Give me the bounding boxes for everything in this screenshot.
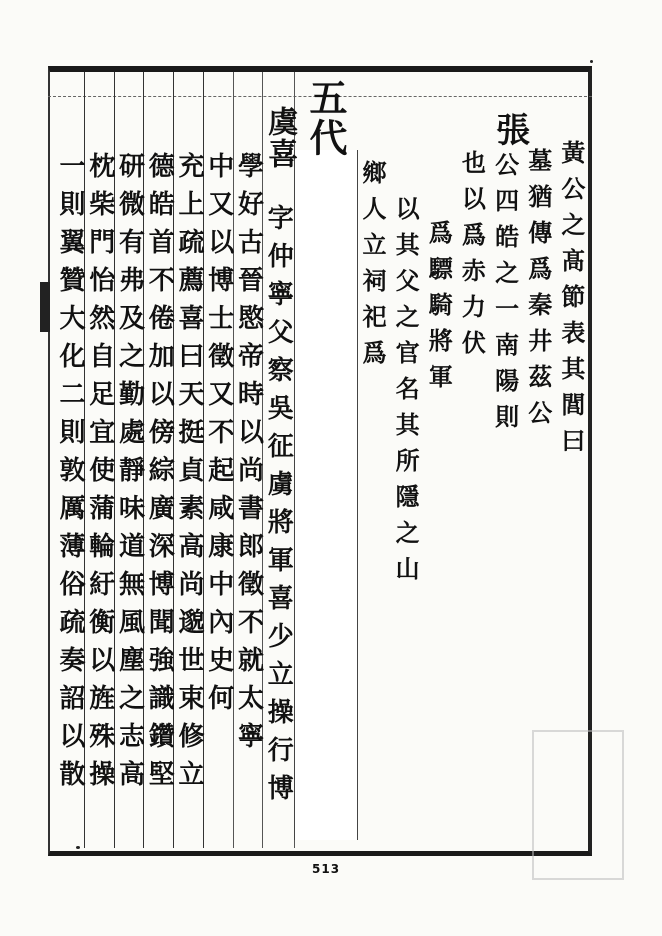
text-column-1: 黃公之髙節表其閭曰	[556, 140, 586, 464]
margin-mark	[40, 282, 50, 332]
scan-speck	[76, 846, 80, 849]
text-column-8: 鄉人立祠祀爲	[358, 160, 387, 376]
library-seal	[532, 730, 624, 880]
text-column-2: 墓猶傳爲秦井茲公	[523, 148, 553, 436]
scan-speck	[590, 60, 593, 63]
text-column-17: 一則翼贊大化二則敦厲薄俗疏奏詔以散	[55, 152, 85, 798]
text-column-3: 公四皓之一南陽則	[490, 152, 520, 440]
text-column-6: 爲驃騎將軍	[424, 220, 454, 400]
text-column-14: 德皓首不倦加以傍綜廣深博聞強識鑽堅	[144, 152, 175, 798]
text-column-11: 學好古晉愍帝時以尚書郎徵不就太寧	[233, 152, 264, 760]
text-column-7: 以其父之官名其所隱之山	[391, 196, 421, 592]
section-title: 五代	[303, 78, 348, 158]
page-number: 513	[312, 862, 341, 876]
text-column-15: 研微有弗及之勤處靜味道無風塵之志高	[114, 152, 145, 798]
text-column-4: 也以爲赤力伏	[457, 150, 487, 366]
text-column-16: 枕柴門怡然自足宜使蒲輪紆衡以旌殊操	[84, 152, 115, 798]
center-fold	[294, 150, 358, 840]
entry-name-yu-xi: 虞喜	[262, 106, 298, 170]
entry-name-zhang: 張	[489, 112, 530, 148]
text-column-12: 中又以博士徵又不起咸康中內史何	[203, 152, 234, 722]
text-column-10: 字仲寧父察吳征虜將軍喜少立操行博	[263, 204, 294, 812]
text-column-13: 充上疏薦喜曰天挺貞素高尚邈世束修立	[174, 152, 204, 798]
